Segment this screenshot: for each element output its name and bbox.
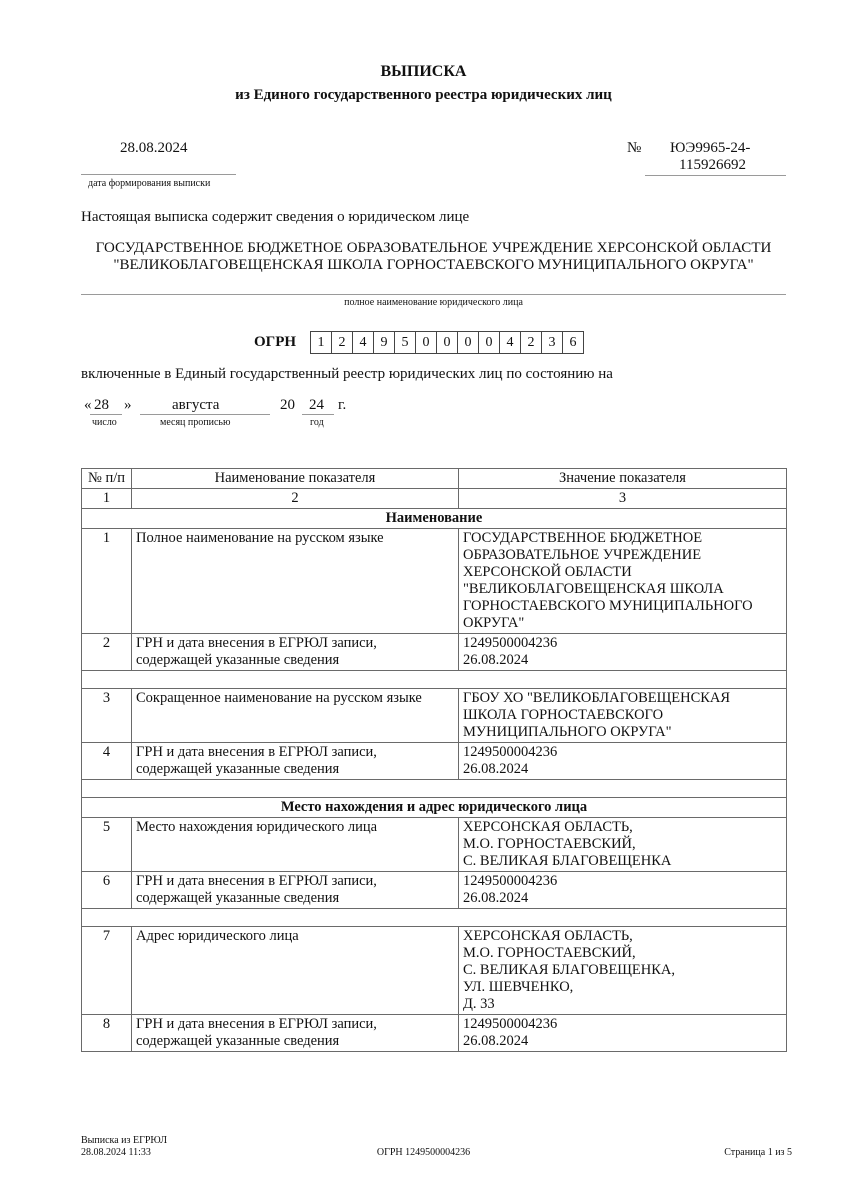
section-row <box>82 509 787 529</box>
day-underline <box>90 414 122 415</box>
ogrn-digit: 0 <box>436 331 458 354</box>
row-number: 1 <box>82 529 132 634</box>
row-number: 6 <box>82 872 132 909</box>
row-name: ГРН и дата внесения в ЕГРЮЛ записи, содержащей указанные сведения <box>132 872 459 909</box>
column-number-row <box>82 489 787 509</box>
ogrn-digit: 9 <box>373 331 395 354</box>
table-row <box>82 1015 787 1052</box>
grn-date: 26.08.2024 <box>463 652 529 668</box>
section-location: Место нахождения и адрес юридического лица <box>82 798 787 818</box>
year-underline <box>302 414 334 415</box>
grn-date: 26.08.2024 <box>463 890 529 906</box>
entity-name-caption: полное наименование юридического лица <box>344 297 523 308</box>
header-indicator-value: Значение показателя <box>459 469 787 489</box>
section-row <box>82 798 787 818</box>
state-month: августа <box>172 397 220 413</box>
grn-number: 1249500004236 <box>463 744 558 760</box>
ogrn-digit: 1 <box>310 331 332 354</box>
address-line: Д. 33 <box>463 996 495 1012</box>
row-value: ГБОУ ХО "ВЕЛИКОБЛАГОВЕЩЕНСКАЯ ШКОЛА ГОРНОСТАЕВСКОГО МУНИЦИПАЛЬНОГО ОКРУГА" <box>459 689 787 743</box>
row-number: 4 <box>82 743 132 780</box>
table-row <box>82 927 787 1015</box>
spacer-row <box>82 671 787 689</box>
month-underline <box>140 414 270 415</box>
table-header-row <box>82 469 787 489</box>
ogrn-digit: 0 <box>478 331 500 354</box>
table-row <box>82 743 787 780</box>
address-line: ХЕРСОНСКАЯ ОБЛАСТЬ, <box>463 819 633 835</box>
row-number: 2 <box>82 634 132 671</box>
date-underline <box>81 174 236 175</box>
state-day: 28 <box>94 397 109 413</box>
ogrn-label: ОГРН <box>254 334 297 350</box>
row-name: Адрес юридического лица <box>132 927 459 1015</box>
year-suffix: 24 <box>309 397 324 413</box>
table-row <box>82 634 787 671</box>
document-title: ВЫПИСКА <box>380 63 467 80</box>
row-value <box>459 818 787 872</box>
caption-year: год <box>310 417 324 428</box>
row-name: ГРН и дата внесения в ЕГРЮЛ записи, содержащей указанные сведения <box>132 1015 459 1052</box>
row-number: 7 <box>82 927 132 1015</box>
row-value <box>459 927 787 1015</box>
header-number: № п/п <box>82 469 132 489</box>
date-caption: дата формирования выписки <box>88 178 211 189</box>
grn-number: 1249500004236 <box>463 635 558 651</box>
address-line: С. ВЕЛИКАЯ БЛАГОВЕЩЕНКА, <box>463 962 676 978</box>
row-number: 3 <box>82 689 132 743</box>
table-row <box>82 818 787 872</box>
row-value <box>459 1015 787 1052</box>
footer-left-line1: Выписка из ЕГРЮЛ <box>81 1135 167 1146</box>
row-value <box>459 743 787 780</box>
year-prefix: 20 <box>280 397 295 413</box>
footer-ogrn: ОГРН 1249500004236 <box>376 1147 471 1158</box>
intro-text: Настоящая выписка содержит сведения о юридическом лице <box>81 209 470 225</box>
grn-number: 1249500004236 <box>463 1016 558 1032</box>
ogrn-digit-boxes <box>311 331 584 354</box>
spacer-cell <box>82 909 787 927</box>
row-name: ГРН и дата внесения в ЕГРЮЛ записи, содержащей указанные сведения <box>132 634 459 671</box>
row-value: ГОСУДАРСТВЕННОЕ БЮДЖЕТНОЕ ОБРАЗОВАТЕЛЬНОЕ УЧРЕЖДЕНИЕ ХЕРСОНСКОЙ ОБЛАСТИ "ВЕЛИКОБЛАГОВЕЩЕНСКАЯ ШКОЛА ГОРНОСТАЕВСКОГО МУНИЦИПАЛЬНОГО ОКРУГА" <box>459 529 787 634</box>
ogrn-digit: 2 <box>520 331 542 354</box>
number-sign: № <box>627 140 642 156</box>
spacer-cell <box>82 780 787 798</box>
grn-number: 1249500004236 <box>463 873 558 889</box>
column-number: 3 <box>459 489 787 509</box>
caption-month: месяц прописью <box>160 417 231 428</box>
ogrn-digit: 5 <box>394 331 416 354</box>
table-row <box>82 872 787 909</box>
row-name: Место нахождения юридического лица <box>132 818 459 872</box>
row-number: 5 <box>82 818 132 872</box>
year-word: г. <box>338 397 347 413</box>
row-value <box>459 634 787 671</box>
footer-left-line2: 28.08.2024 11:33 <box>81 1147 151 1158</box>
ogrn-digit: 2 <box>331 331 353 354</box>
entity-name-underline <box>81 294 786 295</box>
ogrn-digit: 0 <box>415 331 437 354</box>
row-number: 8 <box>82 1015 132 1052</box>
grn-date: 26.08.2024 <box>463 1033 529 1049</box>
column-number: 1 <box>82 489 132 509</box>
entity-full-name: ГОСУДАРСТВЕННОЕ БЮДЖЕТНОЕ ОБРАЗОВАТЕЛЬНОЕ УЧРЕЖДЕНИЕ ХЕРСОНСКОЙ ОБЛАСТИ "ВЕЛИКОБЛАГОВЕЩЕНСКАЯ ШКОЛА ГОРНОСТАЕВСКОГО МУНИЦИПАЛЬНОГО ОКРУГА" <box>95 240 772 273</box>
row-value <box>459 872 787 909</box>
number-underline <box>645 175 786 176</box>
table-row <box>82 689 787 743</box>
document-subtitle: из Единого государственного реестра юридических лиц <box>235 87 612 103</box>
row-name: ГРН и дата внесения в ЕГРЮЛ записи, содержащей указанные сведения <box>132 743 459 780</box>
header-indicator-name: Наименование показателя <box>132 469 459 489</box>
spacer-row <box>82 780 787 798</box>
grn-date: 26.08.2024 <box>463 761 529 777</box>
quote-open: « <box>84 397 92 413</box>
address-line: М.О. ГОРНОСТАЕВСКИЙ, <box>463 945 636 961</box>
egrul-table <box>81 468 787 1052</box>
section-naming: Наименование <box>82 509 787 529</box>
formation-date: 28.08.2024 <box>120 140 188 156</box>
address-line: УЛ. ШЕВЧЕНКО, <box>463 979 574 995</box>
ogrn-digit: 4 <box>352 331 374 354</box>
extract-number-line2: 115926692 <box>679 157 746 173</box>
address-line: С. ВЕЛИКАЯ БЛАГОВЕЩЕНКА <box>463 853 672 869</box>
footer-page-number: Страница 1 из 5 <box>724 1147 792 1158</box>
table-row <box>82 529 787 634</box>
extract-number-line1: ЮЭ9965-24- <box>670 140 751 156</box>
ogrn-digit: 3 <box>541 331 563 354</box>
row-name: Сокращенное наименование на русском языке <box>132 689 459 743</box>
spacer-row <box>82 909 787 927</box>
ogrn-digit: 6 <box>562 331 584 354</box>
ogrn-digit: 4 <box>499 331 521 354</box>
address-line: М.О. ГОРНОСТАЕВСКИЙ, <box>463 836 636 852</box>
ogrn-digit: 0 <box>457 331 479 354</box>
caption-day: число <box>92 417 117 428</box>
spacer-cell <box>82 671 787 689</box>
address-line: ХЕРСОНСКАЯ ОБЛАСТЬ, <box>463 928 633 944</box>
column-number: 2 <box>132 489 459 509</box>
quote-close: » <box>124 397 132 413</box>
row-name: Полное наименование на русском языке <box>132 529 459 634</box>
included-text: включенные в Единый государственный реестр юридических лиц по состоянию на <box>81 366 613 382</box>
